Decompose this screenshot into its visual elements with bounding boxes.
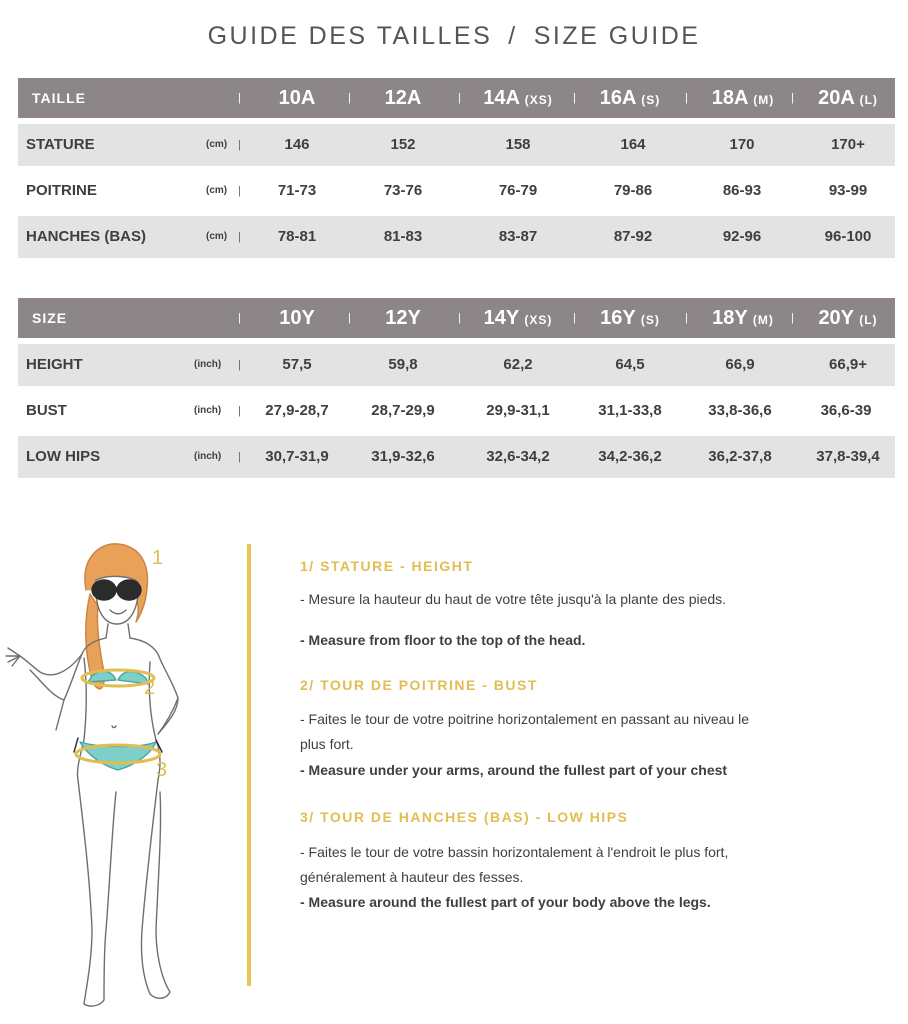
instruction-text-en: - Measure around the fullest part of your body above the legs. [300, 894, 711, 910]
size-col-header: 20A (L) [818, 87, 878, 109]
section-title-height: 1/ STATURE - HEIGHT [300, 558, 474, 574]
instruction-text-en: - Measure from floor to the top of the head. [300, 632, 586, 648]
column-separator: | [573, 312, 576, 324]
column-separator: | [348, 92, 351, 104]
size-col-header: 18A (M) [711, 87, 775, 109]
size-col-header: 18Y (M) [712, 307, 774, 329]
column-separator: | [348, 312, 351, 324]
title-separator: / [508, 22, 518, 50]
title-french: GUIDE DES TAILLES [207, 22, 493, 50]
size-table-english [18, 298, 895, 478]
size-col-header: 14A (XS) [483, 87, 553, 109]
size-col-header: 14Y (XS) [483, 307, 553, 329]
table-header-row [18, 298, 895, 338]
section-title-low-hips: 3/ TOUR DE HANCHES (BAS) - LOW HIPS [300, 809, 629, 825]
table-row: HANCHES (BAS) (cm) | 78-81 81-83 83-87 87-92 92-96 96-100 [18, 216, 895, 258]
column-separator: | [685, 312, 688, 324]
size-table-french [18, 78, 895, 258]
column-separator: | [573, 92, 576, 104]
column-separator: | [458, 312, 461, 324]
column-separator: | [238, 312, 241, 324]
table-header-row [18, 78, 895, 118]
table-row: LOW HIPS (inch) | 30,7-31,9 31,9-32,6 32,6-34,2 34,2-36,2 36,2-37,8 37,8-39,4 [18, 436, 895, 478]
column-separator: | [685, 92, 688, 104]
size-col-header: 12Y [385, 307, 421, 329]
table-row: POITRINE (cm) | 71-73 73-76 76-79 79-86 86-93 93-99 [26, 182, 868, 199]
size-col-header: 12A [384, 87, 422, 109]
size-col-header: 20Y (L) [818, 307, 878, 329]
instruction-text-en: - Measure under your arms, around the fullest part of your chest [300, 762, 728, 778]
size-col-header: 16Y (S) [600, 307, 660, 329]
size-col-header: 10Y [279, 307, 315, 329]
column-separator: | [791, 312, 794, 324]
column-separator: | [791, 92, 794, 104]
size-col-header: 16A (S) [599, 87, 661, 109]
instruction-text-fr: - Mesure la hauteur du haut de votre tête jusqu'à la plante des pieds. [300, 591, 727, 607]
instruction-text-fr: - Faites le tour de votre bassin horizontalement à l'endroit le plus fort, généralement à hauteur des fesses. [300, 844, 729, 885]
marker-3: 3 [156, 759, 168, 781]
vertical-divider [247, 544, 251, 986]
header-label: SIZE [32, 310, 68, 326]
table-row: BUST (inch) | 27,9-28,7 28,7-29,9 29,9-31,1 31,1-33,8 33,8-36,6 36,6-39 [26, 402, 872, 419]
marker-1: 1 [152, 547, 164, 569]
header-label: TAILLE [32, 90, 86, 106]
measurement-figure-illustration [0, 530, 230, 1024]
table-row: HEIGHT (inch) | 57,5 59,8 62,2 64,5 66,9 66,9+ [18, 344, 895, 386]
column-separator: | [458, 92, 461, 104]
column-separator: | [238, 92, 241, 104]
section-title-bust: 2/ TOUR DE POITRINE - BUST [300, 677, 538, 693]
marker-2: 2 [144, 677, 156, 699]
instruction-text-fr: - Faites le tour de votre poitrine horizontalement en passant au niveau le plus fort. [300, 711, 750, 752]
title-english: SIZE GUIDE [533, 22, 701, 50]
size-col-header: 10A [278, 87, 316, 109]
page-title [0, 22, 908, 51]
table-row: STATURE (cm) | 146 152 158 164 170 170+ [18, 124, 895, 166]
